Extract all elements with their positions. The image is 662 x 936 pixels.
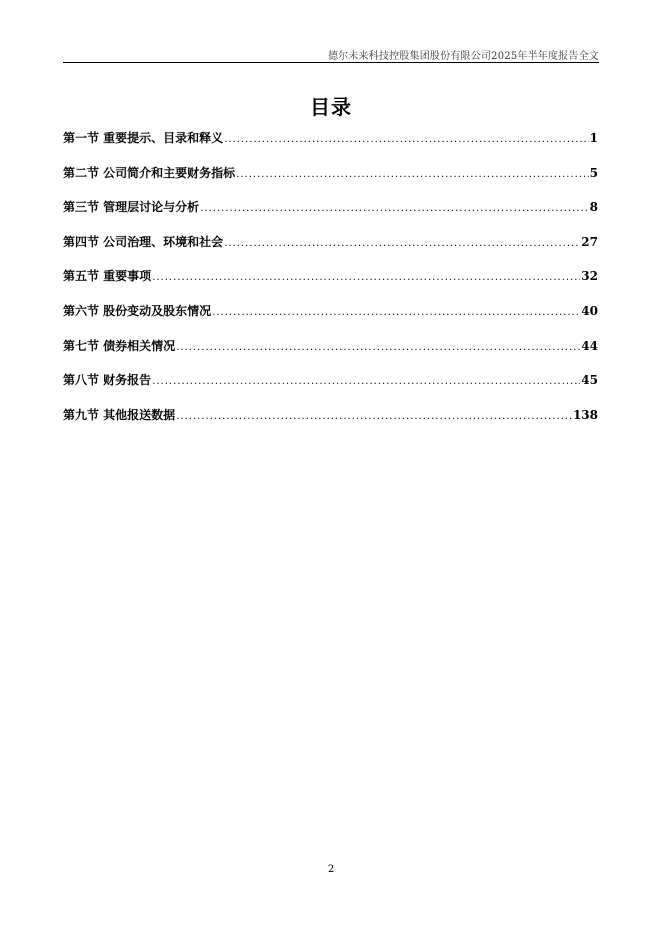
page-number: 2: [327, 864, 335, 875]
toc-entry-4[interactable]: [63, 233, 598, 268]
toc-entry-label: 第四节 公司治理、环境和社会: [63, 234, 224, 249]
toc-entry-label: 第三节 管理层讨论与分析: [63, 200, 200, 215]
toc-entry-label: 第七节 债券相关情况: [63, 338, 176, 353]
dot-leader: [236, 169, 588, 180]
dot-leader: [176, 411, 572, 422]
toc-entry-6[interactable]: [63, 302, 598, 337]
dot-leader: [224, 134, 588, 145]
dot-leader: [224, 238, 580, 249]
toc-entry-page: 44: [581, 338, 598, 353]
toc-entry-label: 第八节 财务报告: [63, 373, 152, 388]
toc-entry-page: 27: [581, 234, 598, 249]
toc-entry-page: 5: [589, 165, 598, 180]
toc-entry-page: 40: [581, 303, 598, 318]
header-divider: [63, 62, 599, 63]
toc-entry-8[interactable]: [63, 371, 598, 406]
toc-entry-label: 第九节 其他报送数据: [63, 407, 176, 422]
toc-entry-9[interactable]: [63, 406, 598, 441]
toc-entry-label: 第五节 重要事项: [63, 269, 152, 284]
toc-entry-label: 第六节 股份变动及股东情况: [63, 303, 212, 318]
toc-entry-7[interactable]: [63, 337, 598, 372]
toc-title: 目录: [310, 95, 352, 119]
toc-entry-1[interactable]: [63, 129, 598, 164]
document-header: 德尔未来科技控股集团股份有限公司2025年半年度报告全文: [327, 51, 599, 62]
dot-leader: [176, 342, 580, 353]
dot-leader: [200, 203, 588, 214]
table-of-contents: [63, 129, 598, 440]
toc-entry-page: 45: [581, 373, 598, 388]
toc-entry-label: 第二节 公司简介和主要财务指标: [63, 165, 236, 180]
toc-entry-2[interactable]: [63, 164, 598, 199]
dot-leader: [152, 272, 580, 283]
toc-entry-page: 138: [572, 407, 598, 422]
toc-entry-page: 8: [589, 200, 598, 215]
toc-entry-3[interactable]: [63, 198, 598, 233]
dot-leader: [152, 376, 580, 387]
toc-entry-label: 第一节 重要提示、目录和释义: [63, 131, 224, 145]
toc-entry-5[interactable]: [63, 267, 598, 302]
dot-leader: [212, 307, 580, 318]
toc-entry-page: 32: [581, 269, 598, 284]
toc-entry-page: 1: [589, 131, 598, 145]
